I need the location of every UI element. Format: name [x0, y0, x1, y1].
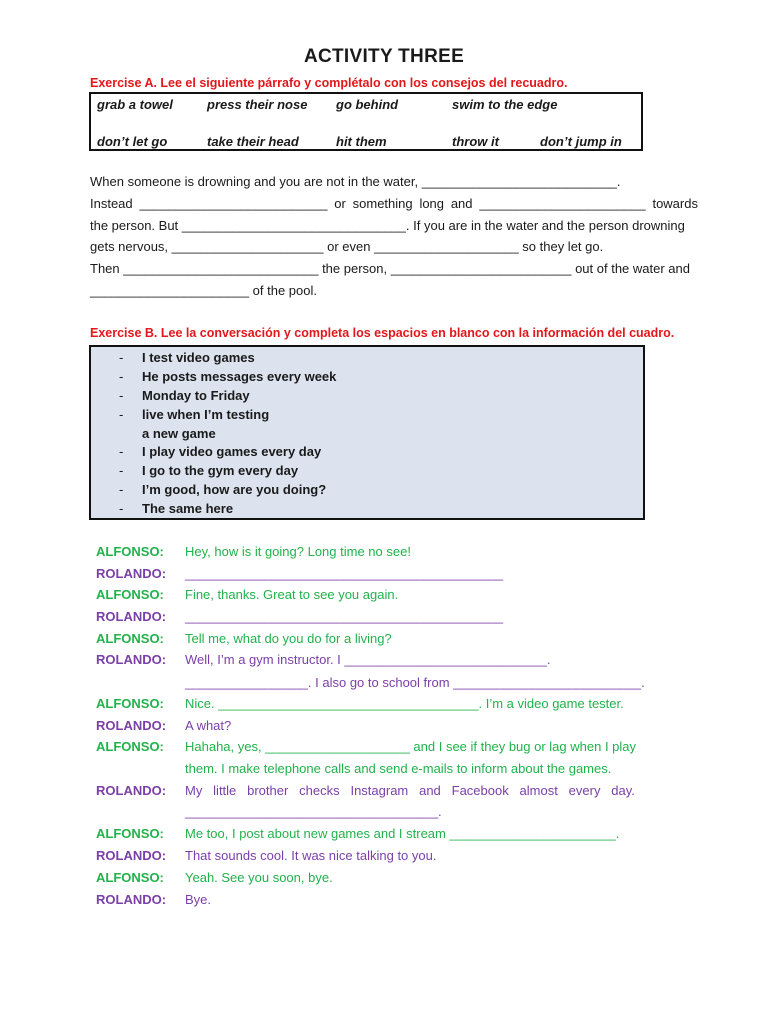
- word-bank-item: go behind: [336, 97, 399, 112]
- line-text: ____________________________________________: [185, 566, 504, 581]
- line-text: A what?: [185, 718, 232, 733]
- speaker-label: ROLANDO:: [96, 783, 167, 798]
- line-text: Me too, I post about new games and I stream _______________________.: [185, 826, 620, 841]
- word-bank-item: don’t jump in: [540, 134, 622, 149]
- line-text: Yeah. See you soon, bye.: [185, 870, 333, 885]
- info-box: - I test video games - He posts messages every week - Monday to Friday - live when I’m testing a new game - I play video games every day - I go to the gym every day - I’m good, how are you doing? - The same here: [89, 345, 645, 520]
- word-bank-item: swim to the edge: [452, 97, 558, 112]
- speaker-label: ALFONSO:: [96, 587, 164, 602]
- speaker-label: ALFONSO:: [96, 631, 164, 646]
- exercise-a-heading: Exercise A. Lee el siguiente párrafo y complétalo con los consejos del recuadro.: [90, 76, 568, 90]
- exercise-a-paragraph: [90, 171, 698, 302]
- line-text: them. I make telephone calls and send e-mails to inform about the games.: [185, 761, 612, 776]
- speaker-label: ROLANDO:: [96, 848, 167, 863]
- word-bank-item: throw it: [452, 134, 499, 149]
- speaker-label: ROLANDO:: [96, 652, 167, 667]
- line-text: My little brother checks Instagram and Facebook almost every day.: [185, 783, 635, 798]
- word-bank-item: don’t let go: [97, 134, 168, 149]
- paragraph-line: ______________________ of the pool.: [90, 282, 317, 298]
- line-text: _________________. I also go to school from __________________________.: [185, 675, 645, 690]
- paragraph-line: gets nervous, _____________________ or even ____________________ so they let go.: [90, 239, 604, 255]
- line-text: That sounds cool. It was nice talking to you.: [185, 848, 437, 863]
- page-title: ACTIVITY THREE: [303, 46, 465, 67]
- word-bank-item: hit them: [336, 134, 387, 149]
- line-text: ___________________________________.: [185, 804, 442, 819]
- exercise-b-heading: Exercise B. Lee la conversación y completa los espacios en blanco con la información del cuadro.: [90, 326, 675, 340]
- paragraph-line: the person. But _______________________________. If you are in the water and the person drowning: [90, 217, 685, 233]
- speaker-label: ALFONSO:: [96, 826, 164, 841]
- speaker-label: ROLANDO:: [96, 892, 167, 907]
- line-text: Hahaha, yes, ____________________ and I see if they bug or lag when I play: [185, 739, 637, 754]
- speaker-label: ALFONSO:: [96, 696, 164, 711]
- paragraph-line: Instead __________________________ or something long and _______________________ towards: [90, 195, 698, 211]
- line-text: Hey, how is it going? Long time no see!: [185, 544, 411, 559]
- speaker-label: ROLANDO:: [96, 566, 167, 581]
- paragraph-line: Then ___________________________ the person, _________________________ out of the water and: [90, 261, 690, 277]
- line-text: Bye.: [185, 892, 212, 907]
- line-text: ____________________________________________: [185, 609, 504, 624]
- line-text: Fine, thanks. Great to see you again.: [185, 587, 399, 602]
- line-text: Nice. ____________________________________. I’m a video game tester.: [185, 696, 624, 711]
- word-bank-item: grab a towel: [97, 97, 173, 112]
- word-bank-item: press their nose: [207, 97, 308, 112]
- line-text: Well, I’m a gym instructor. I ____________________________.: [185, 652, 551, 667]
- speaker-label: ROLANDO:: [96, 609, 167, 624]
- line-text: Tell me, what do you do for a living?: [185, 631, 392, 646]
- speaker-label: ALFONSO:: [96, 739, 164, 754]
- speaker-label: ROLANDO:: [96, 718, 167, 733]
- speaker-label: ALFONSO:: [96, 870, 164, 885]
- word-bank-box: [89, 92, 643, 151]
- speaker-label: ALFONSO:: [96, 544, 164, 559]
- paragraph-line: When someone is drowning and you are not in the water, ___________________________.: [90, 174, 621, 189]
- word-bank-item: take their head: [207, 134, 299, 149]
